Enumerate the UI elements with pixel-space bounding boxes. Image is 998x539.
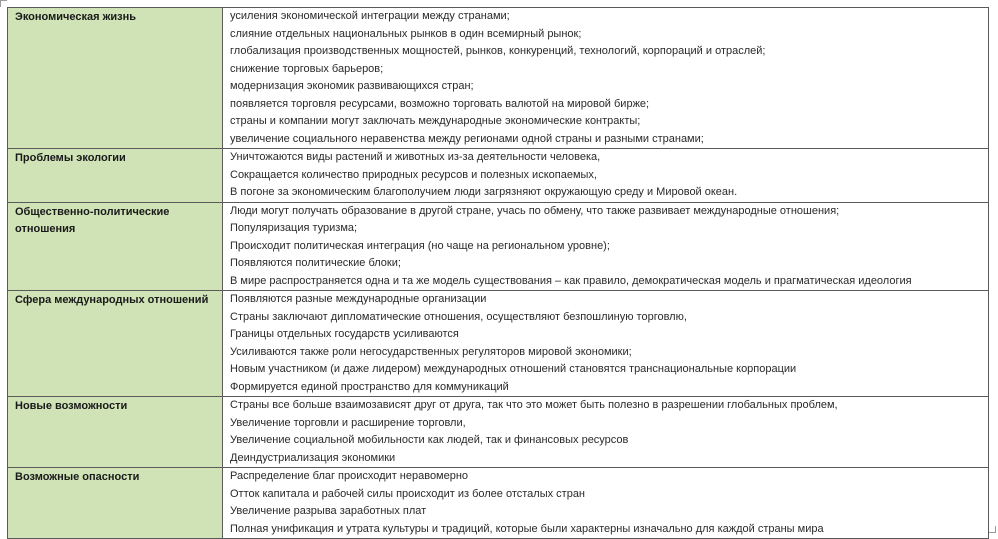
category-cell [8, 397, 223, 468]
category-label: Новые возможности [15, 400, 128, 412]
table-row [8, 149, 989, 203]
list-item: Уничтожаются виды растений и животных из-за деятельности человека, [230, 151, 601, 163]
items-cell [223, 468, 989, 539]
items-cell [223, 397, 989, 468]
category-label: Экономическая жизнь [15, 11, 137, 23]
globalization-effects-table [7, 7, 989, 539]
category-cell [8, 291, 223, 397]
list-item: Появляются разные международные организации [230, 293, 487, 305]
list-item: Популяризация туризма; [230, 222, 358, 234]
list-item: Страны все больше взаимозависят друг от друга, так что это может быть полезно в разрешении глобальных проблем, [230, 399, 838, 411]
list-item: Новым участником (и даже лидером) международных отношений становятся транснациональные корпорации [230, 363, 797, 375]
list-item: страны и компании могут заключать международные экономические контракты; [230, 115, 641, 127]
category-cell [8, 468, 223, 539]
list-item: Отток капитала и рабочей силы происходит из более отсталых стран [230, 487, 586, 500]
list-item: появляется торговля ресурсами, возможно торговать валютой на мировой бирже; [230, 97, 650, 110]
list-item: модернизация экономик развивающихся стран; [230, 80, 474, 92]
items-cell [223, 291, 989, 397]
list-item: увеличение социального неравенства между регионами одной страны и разными странами; [230, 132, 704, 145]
category-label: Проблемы экологии [15, 152, 126, 164]
list-item: Усиливаются также роли негосударственных регуляторов мировой экономики; [230, 345, 632, 358]
list-item: В мире распространяется одна и та же модель существования – как правило, демократическая модель и прагматическая идеология [230, 274, 912, 287]
table-row [8, 468, 989, 539]
table-row [8, 202, 989, 291]
category-label: Сфера международных отношений [15, 294, 209, 306]
list-item: Увеличение торговли и расширение торговли, [230, 416, 466, 429]
list-item: В погоне за экономическим благополучием люди загрязняют окружающую среду и Мировой океан. [230, 186, 738, 198]
list-item: снижение торговых барьеров; [230, 62, 384, 75]
page-corner-mark-bottom-right [989, 526, 996, 533]
table-row [8, 397, 989, 468]
list-item: слияние отдельных национальных рынков в один всемирный рынок; [230, 27, 582, 40]
items-cell [223, 149, 989, 203]
list-item: глобализация производственных мощностей, рынков, конкуренций, технологий, корпораций и отраслей; [230, 45, 766, 57]
table-row [8, 8, 989, 149]
list-item: Страны заключают дипломатические отношения, осуществляют безпошлиную торговлю, [230, 310, 687, 323]
items-cell [223, 202, 989, 291]
list-item: Распределение благ происходит неравомерно [230, 470, 469, 482]
list-item: усиления экономической интеграции между странами; [230, 10, 510, 22]
list-item: Люди могут получать образование в другой стране, учась по обмену, что также развивает международные отношения; [230, 204, 840, 217]
table-row [8, 291, 989, 397]
list-item: Полная унификация и утрата культуры и традиций, которые были характерны изначально для каждой страны мира [230, 522, 824, 535]
list-item: Увеличение социальной мобильности как людей, так и финансовых ресурсов [230, 434, 629, 446]
category-cell [8, 149, 223, 203]
category-cell [8, 202, 223, 291]
list-item: Происходит политическая интеграция (но чаще на региональном уровне); [230, 239, 610, 252]
list-item: Формируется единой пространство для коммуникаций [230, 380, 509, 393]
category-label: Общественно-политические отношения [15, 205, 170, 235]
table-body [8, 8, 989, 539]
list-item: Деиндустриализация экономики [230, 451, 396, 464]
category-cell [8, 8, 223, 149]
list-item: Появляются политические блоки; [230, 257, 401, 269]
list-item: Увеличение разрыва заработных плат [230, 505, 427, 517]
category-label: Возможные опасности [15, 471, 140, 483]
list-item: Сокращается количество природных ресурсов и полезных ископаемых, [230, 168, 597, 181]
list-item: Границы отдельных государств усиливаются [230, 328, 459, 340]
items-cell [223, 8, 989, 149]
page-corner-mark-top-left [0, 0, 7, 7]
